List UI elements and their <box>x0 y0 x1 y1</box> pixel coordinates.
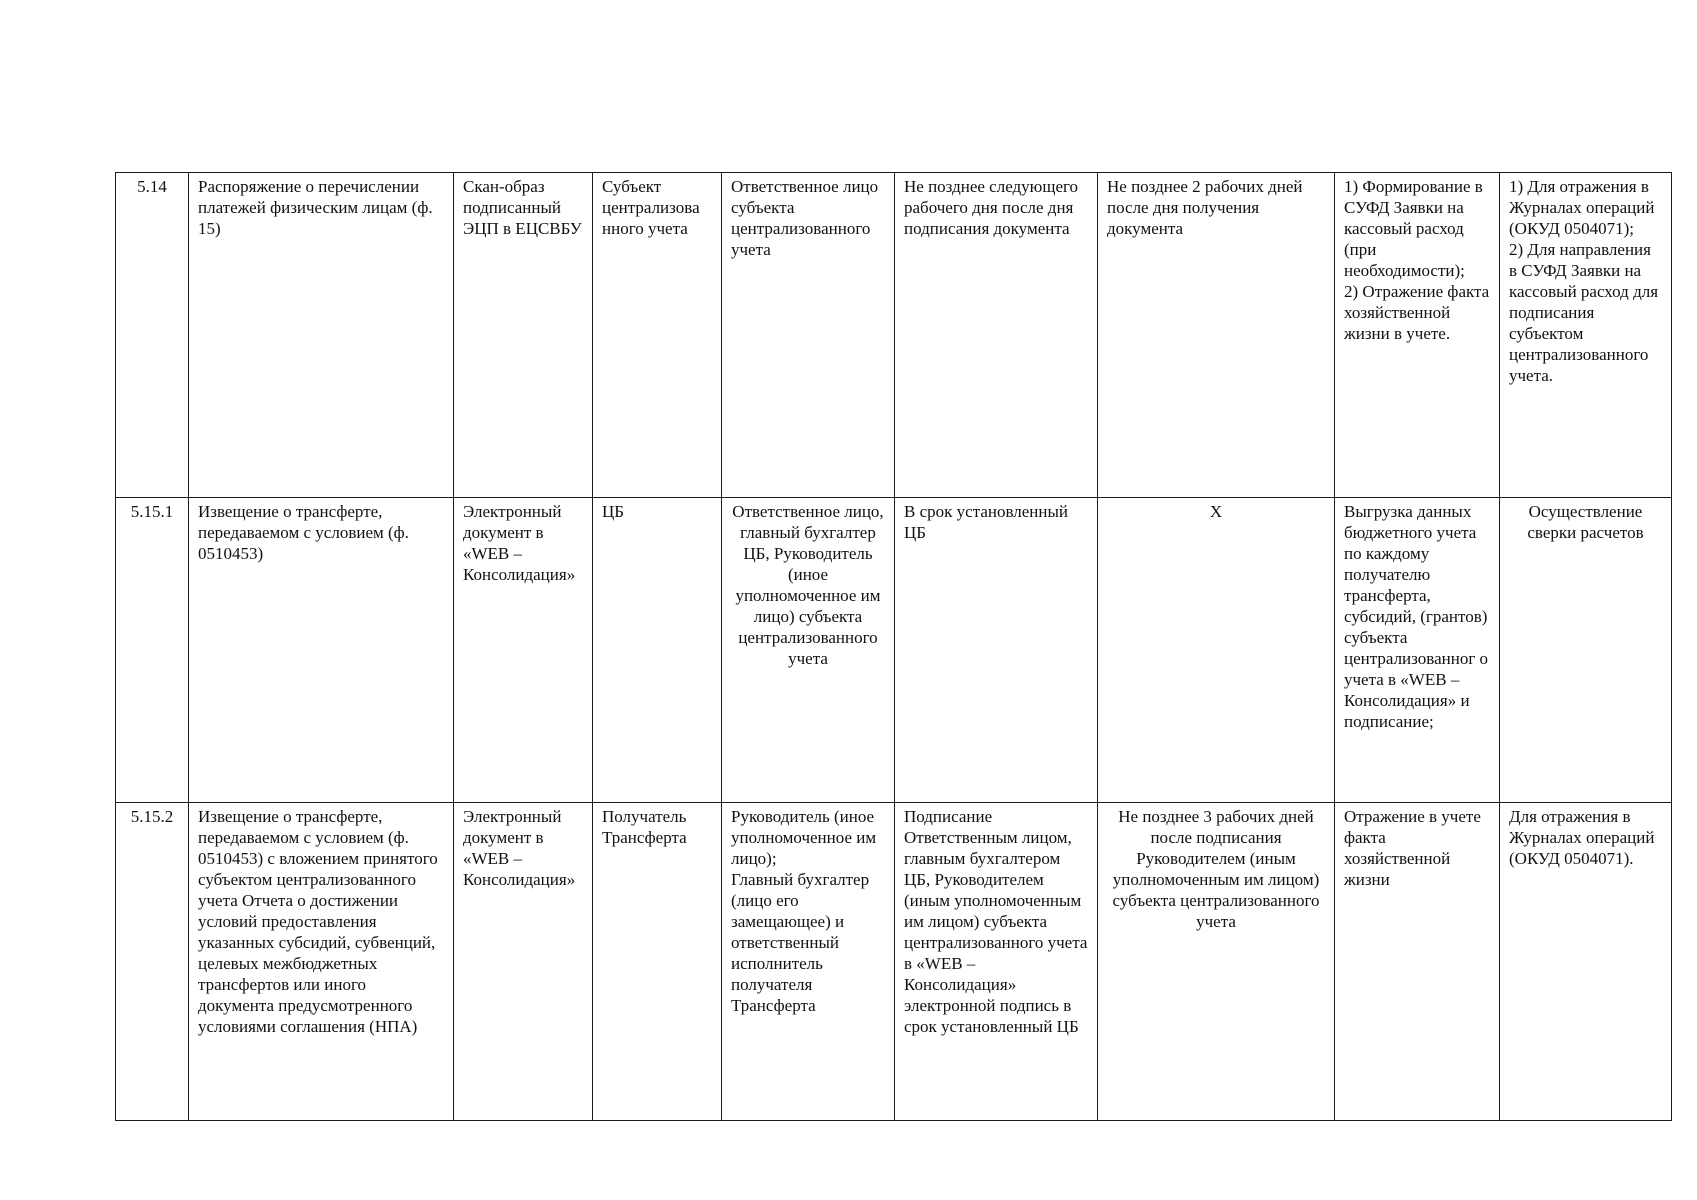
responsible: Ответственное лицо, главный бухгалтер ЦБ, Руководитель (иное уполномоченное им лицо) субъекта централизованного учета <box>732 502 884 668</box>
processing-deadline: Х <box>1209 502 1223 521</box>
submission-deadline: Подписание Ответственным лицом, главным бухгалтером ЦБ, Руководителем (иным уполномоченным им лицом) субъекта централизованного учета в «WEB – Консолидация» электронной подпись в срок установленный ЦБ <box>904 807 1088 1036</box>
row-number <box>116 803 189 1121</box>
submission-deadline: В срок установленный ЦБ <box>904 502 1069 542</box>
creator: ЦБ <box>602 502 625 521</box>
table-row <box>116 803 1672 1121</box>
submission-deadline-cell <box>895 803 1098 1121</box>
processing-deadline-cell <box>1098 173 1335 498</box>
creator: Субъект централизова нного учета <box>602 177 700 238</box>
row-number-text: 5.15.1 <box>130 502 174 521</box>
responsible-cell <box>722 498 895 803</box>
action-cell <box>1335 803 1500 1121</box>
processing-deadline: Не позднее 3 рабочих дней после подписания Руководителем (иным уполномоченным им лицом) субъекта централизованного учета <box>1112 807 1320 931</box>
procedure-table <box>115 172 1672 1121</box>
purpose: Осуществление сверки расчетов <box>1527 502 1644 542</box>
row-number-text: 5.14 <box>137 177 167 196</box>
creator-cell <box>593 803 722 1121</box>
action-cell <box>1335 498 1500 803</box>
table-row <box>116 498 1672 803</box>
document-format-cell <box>454 803 593 1121</box>
purpose-cell <box>1500 173 1672 498</box>
row-number <box>116 173 189 498</box>
action: Выгрузка данных бюджетного учета по каждому получателю трансферта, субсидий, (грантов) субъекта централизованног о учета в «WEB – Консолидация» и подписание; <box>1344 502 1489 731</box>
purpose: Для отражения в Журналах операций (ОКУД 0504071). <box>1509 807 1655 868</box>
document-name: Извещение о трансферте, передаваемом с условием (ф. 0510453) с вложением принятого субъектом централизованного учета Отчета о достижении условий предоставления указанных субсидий, субвенций, целевых межбюджетных трансфертов или иного документа предусмотренного условиями соглашения (НПА) <box>198 807 438 1036</box>
submission-deadline: Не позднее следующего рабочего дня после дня подписания документа <box>904 177 1079 238</box>
document-name: Извещение о трансферте, передаваемом с условием (ф. 0510453) <box>198 502 409 563</box>
submission-deadline-cell <box>895 498 1098 803</box>
processing-deadline: Не позднее 2 рабочих дней после дня получения документа <box>1107 177 1303 238</box>
action: 1) Формирование в СУФД Заявки на кассовый расход (при необходимости); 2) Отражение факта хозяйственной жизни в учете. <box>1344 177 1490 343</box>
document-format-cell <box>454 498 593 803</box>
document-name: Распоряжение о перечислении платежей физическим лицам (ф. 15) <box>198 177 433 238</box>
responsible-cell <box>722 803 895 1121</box>
document-format-cell <box>454 173 593 498</box>
responsible: Руководитель (иное уполномоченное им лицо); Главный бухгалтер (лицо его замещающее) и ответственный исполнитель получателя Трансферта <box>731 807 877 1015</box>
document-format: Скан-образ подписанный ЭЦП в ЕЦСВБУ <box>463 177 582 238</box>
responsible: Ответственное лицо субъекта централизованного учета <box>731 177 879 259</box>
document-name-cell <box>189 498 454 803</box>
document-page <box>115 172 1671 1121</box>
processing-deadline-cell <box>1098 498 1335 803</box>
purpose-cell <box>1500 498 1672 803</box>
submission-deadline-cell <box>895 173 1098 498</box>
purpose: 1) Для отражения в Журналах операций (ОКУД 0504071); 2) Для направления в СУФД Заявки на кассовый расход для подписания субъектом централизованного учета. <box>1509 177 1659 385</box>
row-number <box>116 498 189 803</box>
creator-cell <box>593 173 722 498</box>
document-name-cell <box>189 173 454 498</box>
action-cell <box>1335 173 1500 498</box>
document-name-cell <box>189 803 454 1121</box>
row-number-text: 5.15.2 <box>130 807 174 826</box>
creator-cell <box>593 498 722 803</box>
responsible-cell <box>722 173 895 498</box>
document-format: Электронный документ в «WEB – Консолидация» <box>463 807 576 889</box>
creator: Получатель Трансферта <box>602 807 687 847</box>
document-format: Электронный документ в «WEB – Консолидация» <box>463 502 576 584</box>
table-row <box>116 173 1672 498</box>
action: Отражение в учете факта хозяйственной жизни <box>1344 807 1481 889</box>
processing-deadline-cell <box>1098 803 1335 1121</box>
purpose-cell <box>1500 803 1672 1121</box>
